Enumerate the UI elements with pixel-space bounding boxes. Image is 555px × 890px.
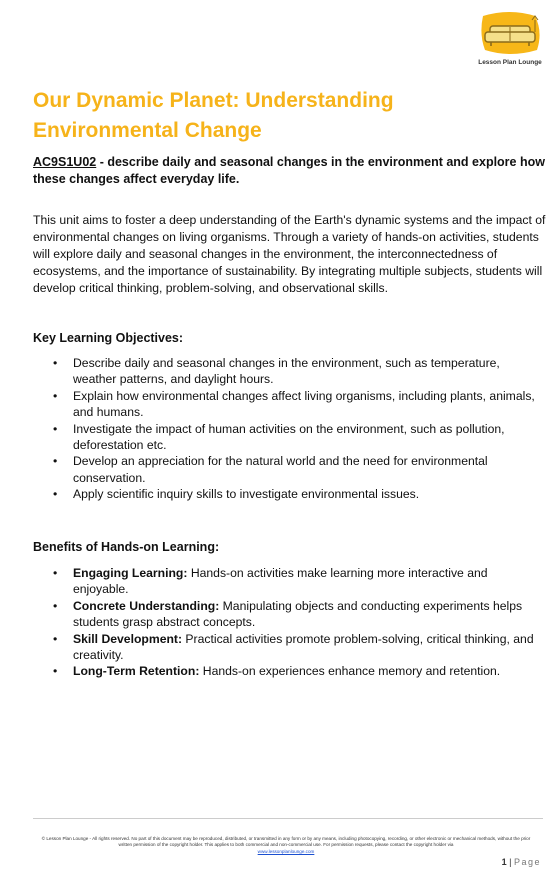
benefit-text: Practical activities promote problem-solving, critical thinking, and creativity. (73, 631, 534, 663)
bullet-icon: • (53, 566, 58, 580)
benefit-text: Hands-on activities make learning more interactive and enjoyable. (73, 566, 488, 597)
objective-text: Explain how environmental changes affect living organisms, including plants, animals, and humans. (73, 388, 535, 420)
couch-logo-icon (477, 10, 543, 58)
objective-text: Describe daily and seasonal changes in the environment, such as temperature, weather patterns, and daylight hours. (73, 356, 500, 387)
objective-item (33, 388, 538, 421)
objective-item (33, 486, 538, 502)
page-title: Our Dynamic Planet: Understanding Environmental Change (33, 89, 394, 142)
bullet-icon: • (53, 454, 58, 469)
bullet-icon: • (53, 631, 58, 646)
lesson-plan-lounge-logo (475, 10, 545, 72)
benefits-list (33, 565, 538, 680)
objective-item (33, 453, 538, 486)
objective-text: Investigate the impact of human activities on the environment, such as pollution, deforestation etc. (73, 421, 505, 453)
page-number (502, 857, 541, 867)
standard-description: - describe daily and seasonal changes in the environment and explore how these changes affect everyday life. (33, 155, 545, 186)
objectives-list (33, 355, 538, 503)
logo-text: Lesson Plan Lounge (478, 59, 542, 66)
page-label: Page (513, 857, 541, 867)
copyright-text: © Lesson Plan Lounge - All rights reserved. No part of this document may be reproduced, distributed, or transmitted in any form or by any means, including photocopying, recording, or other electronic or mechanical methods, without the prior written permission of the copyright holder. This applies to both commercial and non-commercial use. For permission requests, please contact the copyright holder via (41, 836, 531, 848)
bullet-icon: • (53, 421, 58, 436)
bullet-icon: • (53, 356, 58, 370)
benefit-text: Manipulating objects and conducting experiments helps students grasp abstract concepts. (73, 598, 523, 630)
bullet-icon: • (53, 487, 58, 502)
objective-text: Apply scientific inquiry skills to investigate environmental issues. (73, 487, 420, 502)
bullet-icon: • (53, 388, 58, 403)
benefit-item (33, 631, 538, 664)
benefit-term: Skill Development: (73, 631, 183, 646)
benefit-item (33, 663, 538, 679)
page-separator: | (509, 857, 512, 867)
bullet-icon: • (53, 664, 58, 679)
intro-paragraph: This unit aims to foster a deep understanding of the Earth's dynamic systems and the impact of environmental changes on living organisms. Through a variety of hands-on activities, students will explore daily and seasonal changes in the environment, the interconnectedness of ecosystems, and the importance of sustainability. By integrating multiple subjects, students will develop critical thinking, problem-solving, and observational skills. (33, 213, 546, 295)
objective-text: Develop an appreciation for the natural world and the need for environmental conservation. (73, 454, 488, 485)
benefit-term: Engaging Learning: (73, 566, 188, 580)
objectives-heading: Key Learning Objectives: (33, 331, 184, 345)
benefit-item (33, 598, 538, 631)
standard-code: AC9S1U02 (33, 155, 97, 169)
copyright-notice (36, 836, 536, 855)
website-link[interactable]: www.lessonplanlounge.com (257, 848, 315, 854)
benefit-item (33, 565, 538, 598)
objective-item (33, 355, 538, 388)
benefit-term: Concrete Understanding: (73, 598, 220, 613)
footer-divider (33, 818, 543, 819)
benefits-heading: Benefits of Hands-on Learning: (33, 540, 220, 554)
curriculum-standard (33, 154, 548, 188)
objective-item (33, 421, 538, 454)
bullet-icon: • (53, 598, 58, 613)
benefit-term: Long-Term Retention: (73, 664, 200, 679)
benefit-text: Hands-on experiences enhance memory and retention. (199, 664, 501, 679)
page-number-value: 1 (501, 857, 507, 867)
